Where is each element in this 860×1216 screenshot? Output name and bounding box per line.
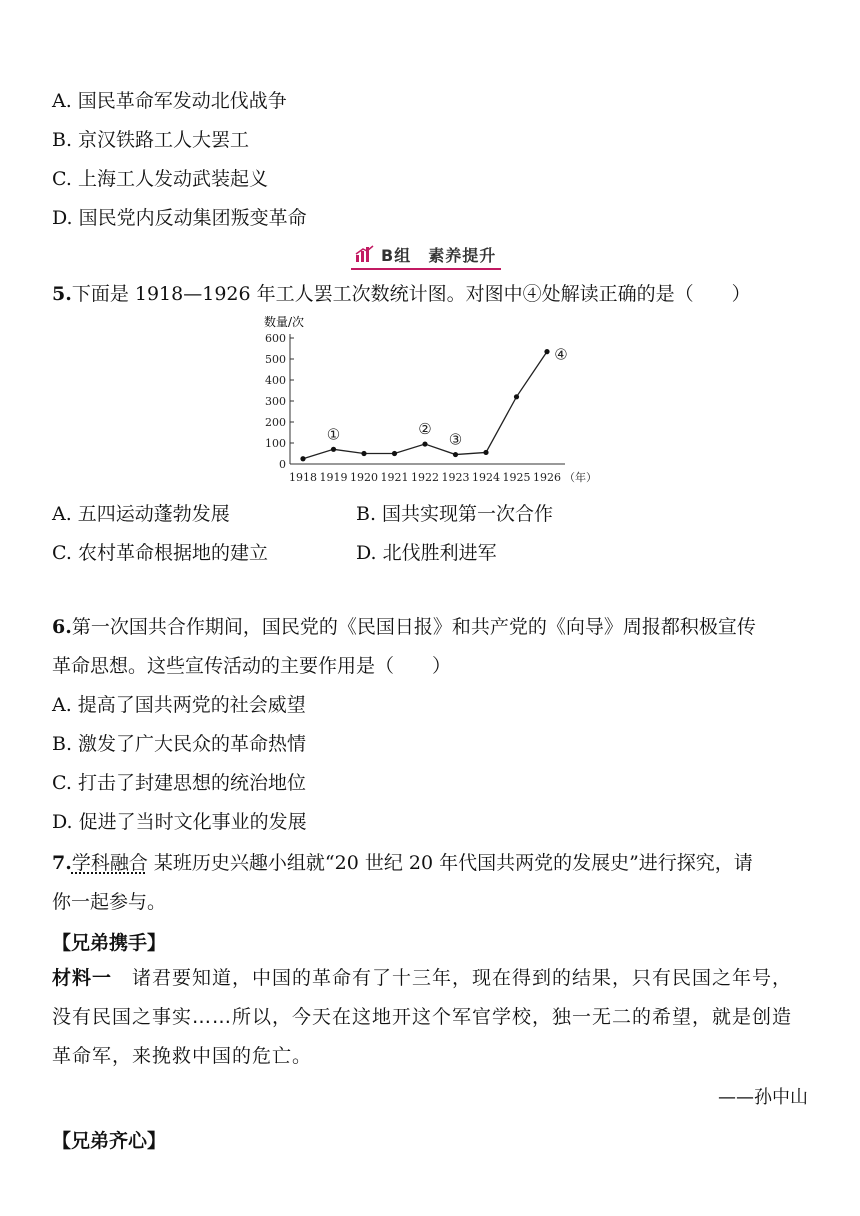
annotation-label: ④ [554,345,568,364]
q7-tag: 学科融合 [71,852,148,874]
y-tick-label: 600 [265,332,286,345]
data-point [514,394,519,399]
material-one-text1: 诸君要知道，中国的革命有了十三年，现在得到的结果，只有民国之年号， [112,967,793,989]
material-one-line1 [52,959,812,998]
y-tick-label: 200 [265,416,286,429]
q7-stem-line1 [52,848,753,875]
heading-brothers-hand-in-hand: 【兄弟携手】 [52,932,167,954]
y-tick-label: 300 [265,395,286,408]
q5-option-b: B. 国共实现第一次合作 [356,503,554,525]
y-tick-label: 100 [265,437,286,450]
q5-stem [52,279,751,306]
q5-option-a: A. 五四运动蓬勃发展 [52,503,230,525]
data-point [483,450,488,455]
q4-option-a: A. 国民革命军发动北伐战争 [52,90,287,112]
y-axis-label: 数量/次 [264,315,305,329]
q6-text-line1: 第一次国共合作期间，国民党的《民国日报》和共产党的《向导》周报都积极宣传 [71,616,756,638]
q6-stem-line1 [52,612,756,639]
data-point [453,452,458,457]
material-one-label: 材料一 [52,967,113,989]
x-tick-label: 1922 [411,471,439,484]
q5-option-c: C. 农村革命根据地的建立 [52,542,268,564]
annotation-label: ③ [448,430,463,449]
x-axis-label: （年） [564,471,597,484]
x-tick-label: 1925 [502,471,531,484]
annotation-label: ② [418,420,432,439]
q4-option-c: C. 上海工人发动武装起义 [52,168,268,190]
q7-number: 7. [52,852,72,874]
q7-stem-line2: 你一起参与。 [52,891,167,913]
bar-chart-icon [355,245,375,267]
material-one-line2: 没有民国之事实……所以，今天在这地开这个军官学校，独一无二的希望，就是创造 [52,1006,793,1028]
data-point [544,349,549,354]
q6-option-c: C. 打击了封建思想的统治地位 [52,772,306,794]
x-tick-label: 1923 [441,471,470,484]
q4-option-d: D. 国民党内反动集团叛变革命 [52,207,307,229]
y-tick-label: 0 [279,458,286,471]
section-badge [351,242,501,270]
data-point [361,451,366,456]
y-tick-label: 400 [265,374,286,387]
q6-option-d: D. 促进了当时文化事业的发展 [52,811,307,833]
q5-number: 5. [52,283,72,305]
q6-option-a: A. 提高了国共两党的社会威望 [52,694,306,716]
data-point [392,451,397,456]
q6-option-b: B. 激发了广大民众的革命热情 [52,733,307,755]
heading-brothers-united: 【兄弟齐心】 [52,1130,167,1152]
x-tick-label: 1918 [289,471,317,484]
q4-option-b: B. 京汉铁路工人大罢工 [52,129,250,151]
material-one [52,959,812,1076]
data-point [300,456,305,461]
q7-text-line1: 某班历史兴趣小组就“20 世纪 20 年代国共两党的发展史”进行探究，请 [147,852,753,874]
q6-number: 6. [52,616,72,638]
material-source: ——孙中山 [718,1087,808,1108]
data-point [422,441,427,446]
x-tick-label: 1921 [380,471,409,484]
annotation-label: ① [326,425,341,444]
material-one-line3: 革命军，来挽救中国的危亡。 [52,1045,313,1067]
x-tick-label: 1924 [472,471,500,484]
x-tick-label: 1926 [533,471,561,484]
q6-stem-line2: 革命思想。这些宣传活动的主要作用是（ ） [52,655,452,677]
y-tick-label: 500 [265,353,286,366]
section-badge-label: B组 素养提升 [381,246,497,265]
strike-count-chart [250,310,620,490]
q5-option-d: D. 北伐胜利进军 [356,542,497,564]
q5-text: 下面是 1918—1926 年工人罢工次数统计图。对图中④处解读正确的是（ ） [71,283,751,305]
data-point [331,447,336,452]
x-tick-label: 1919 [319,471,348,484]
x-tick-label: 1920 [350,471,378,484]
